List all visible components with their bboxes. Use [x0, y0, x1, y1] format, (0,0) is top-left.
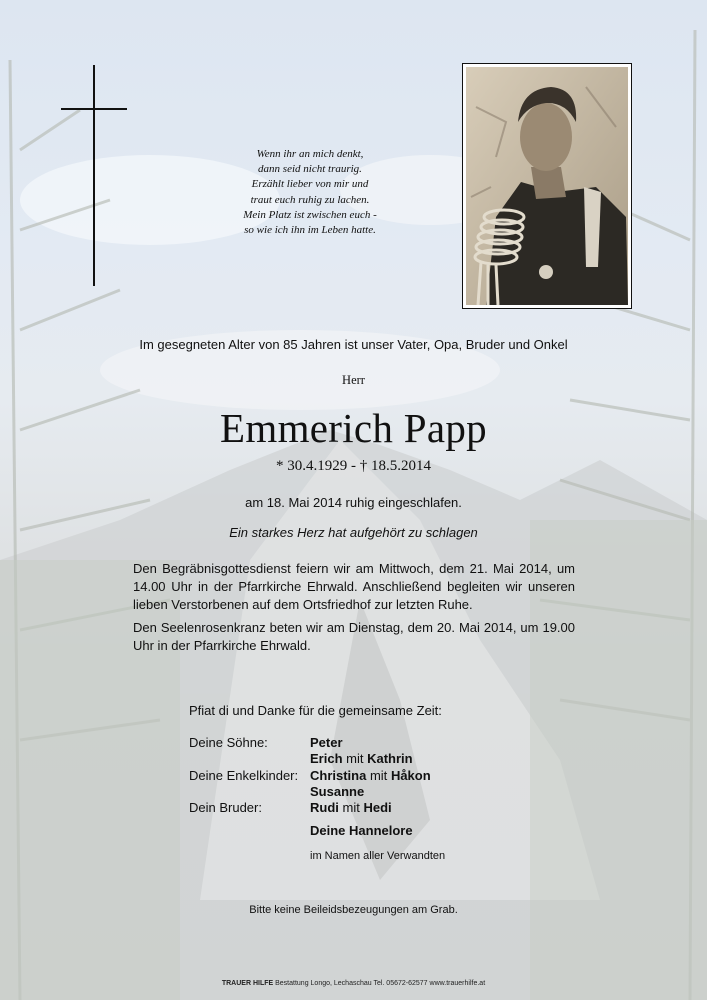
family-row-sons-2	[189, 751, 431, 767]
family-row-brother	[189, 800, 431, 816]
poem-line: Erzählt lieber von mir und	[251, 178, 369, 191]
poem-line: Mein Platz ist zwischen euch -	[243, 208, 377, 221]
family-name: Rudi	[310, 800, 339, 816]
family-name: Hedi	[363, 800, 392, 816]
salutation: Herr	[342, 373, 365, 387]
portrait-image	[466, 67, 628, 305]
family-row-grandchildren	[189, 768, 431, 784]
family-label: Dein Bruder:	[189, 800, 262, 816]
footer-text: Bestattung Longo, Lechaschau Tel. 05672-62577 www.trauerhilfe.at	[275, 980, 486, 987]
family-label: Deine Söhne:	[189, 735, 268, 750]
family-name: Peter	[310, 735, 343, 750]
family-label-empty	[189, 751, 310, 767]
funeral-paragraph: Den Begräbnisgottesdienst feiern wir am Mittwoch, dem 21. Mai 2014, um 14.00 Uhr in der Pfarrkirche Ehrwald. Anschließend begleiten wir unseren lieben Verstorbenen auf dem Ortsfriedhof zur letzten Ruhe.	[133, 561, 575, 612]
family-name: Susanne	[310, 783, 365, 799]
family-label-empty	[189, 784, 310, 800]
connector: mit	[342, 800, 360, 816]
connector: mit	[346, 751, 364, 767]
cross-icon-bar	[61, 108, 127, 110]
family-name: Erich	[310, 751, 343, 767]
portrait-photo	[466, 67, 628, 305]
family-label: Deine Enkelkinder:	[189, 767, 299, 783]
portrait-photo-frame	[462, 63, 632, 309]
family-name: Christina	[310, 767, 367, 783]
thanks-text: Pfiat di und Danke für die gemeinsame Zeit:	[189, 703, 442, 718]
passing-text: am 18. Mai 2014 ruhig eingeschlafen.	[245, 495, 462, 510]
poem-line: so wie ich ihn im Leben hatte.	[244, 224, 376, 237]
rosary-paragraph: Den Seelenrosenkranz beten wir am Dienstag, dem 20. Mai 2014, um 19.00 Uhr in der Pfarrkirche Ehrwald.	[133, 620, 575, 653]
connector: mit	[369, 767, 388, 783]
no-condolences-note: Bitte keine Beileidsbezeugungen am Grab.	[249, 904, 458, 916]
poem-line: dann seid nicht traurig.	[258, 163, 362, 176]
life-dates: * 30.4.1929 - † 18.5.2014	[276, 458, 431, 474]
poem-line: traut euch ruhig zu lachen.	[250, 193, 370, 206]
deceased-name: Emmerich Papp	[220, 405, 487, 451]
relatives-text: im Namen aller Verwandten	[310, 850, 446, 862]
motto-text: Ein starkes Herz hat aufgehört zu schlagen	[229, 525, 478, 540]
footer-brand: TRAUER HILFE	[221, 980, 274, 987]
family-list	[189, 735, 431, 816]
poem-line: Wenn ihr an mich denkt,	[256, 148, 364, 160]
footer	[0, 980, 707, 987]
family-name: Håkon	[390, 767, 431, 783]
cross-icon	[93, 65, 95, 286]
intro-text: Im gesegneten Alter von 85 Jahren ist unser Vater, Opa, Bruder und Onkel	[139, 337, 568, 352]
poem	[200, 147, 420, 238]
family-row-grandchildren-2	[189, 784, 431, 800]
wife-signature: Deine Hannelore	[310, 823, 413, 838]
family-row-sons	[189, 735, 431, 751]
family-name: Kathrin	[367, 751, 413, 767]
